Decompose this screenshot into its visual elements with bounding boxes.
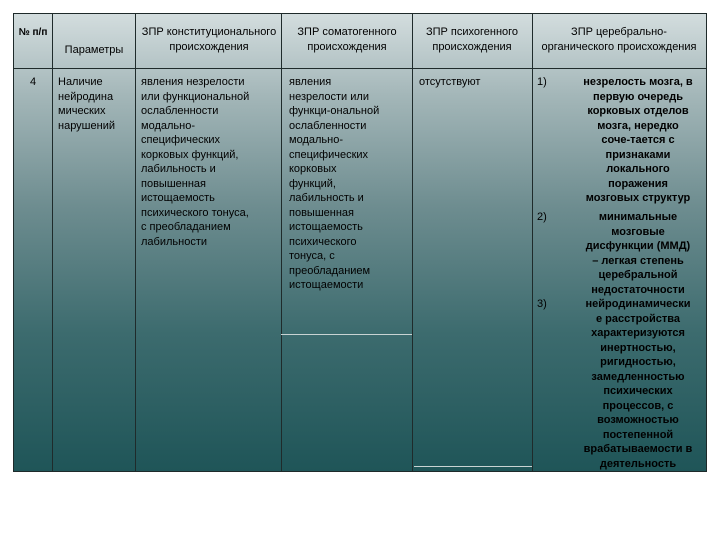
column-divider [281,14,282,471]
cerebral-line: е расстройства [595,312,681,325]
header-number: № п/п [18,27,48,38]
somatogenic-line: истощаемость [289,221,363,233]
cerebral-line: церебральной [598,269,678,281]
cerebral-line: недостаточности [591,283,685,296]
cerebral-line: инертностью, [600,341,676,354]
constitutional-line: модально- [141,119,195,132]
cerebral-item-2 [573,210,703,297]
cerebral-line: признаками [605,148,671,161]
constitutional-description [141,75,279,249]
cerebral-line: врабатываемости в [583,443,693,455]
cerebral-line: мозга, нередко [597,119,679,132]
cerebral-line: минимальные [598,211,678,223]
cerebral-line: ригидностью, [600,356,676,368]
header-cerebral: ЗПР церебрально-органического происхождения [541,26,697,53]
somatogenic-line: ослабленности [289,119,367,132]
list-marker: 2) [537,211,547,223]
row-number: 4 [29,76,37,88]
constitutional-line: корковых функций, [141,148,239,161]
cerebral-line: – легкая степень [592,254,684,267]
cerebral-line: постепенной [602,428,674,441]
somatogenic-line: истощаемости [289,279,364,291]
cerebral-item-1 [573,75,703,206]
cerebral-line: замедленностью [591,370,685,383]
constitutional-line: или функциональной [141,90,250,103]
parameter-line: Наличие [58,76,103,88]
column-divider [52,14,53,471]
constitutional-line: истощаемость [141,192,215,204]
psychogenic-description: отсутствуют [419,76,481,88]
list-marker: 1) [537,76,547,88]
cerebral-line: психических [603,385,673,397]
parameter-line: мических [58,105,106,117]
somatogenic-line: преобладанием [289,264,371,277]
somatogenic-line: функци-ональной [289,105,380,117]
somatogenic-line: психического [289,235,357,248]
cell-underline [281,334,412,335]
constitutional-line: психического тонуса, [141,206,249,219]
cerebral-line: возможностью [597,414,679,426]
parameter-line: нарушений [58,119,115,132]
somatogenic-line: повышенная [289,206,354,219]
somatogenic-description [289,75,411,293]
constitutional-line: специфических [141,134,221,146]
parameter-line: нейродина [58,90,114,103]
constitutional-line: лабильность и [141,163,216,175]
cerebral-line: мозговые [611,225,665,238]
constitutional-line: повышенная [141,177,206,190]
cerebral-line: деятельность [599,457,677,470]
constitutional-line: лабильности [141,235,208,248]
header-parameters: Параметры [64,44,124,56]
somatogenic-line: лабильность и [289,192,364,204]
cerebral-line: мозговых структур [585,192,691,204]
cerebral-line: первую очередь [592,90,684,103]
header-somatogenic: ЗПР соматогенного происхождения [297,26,397,53]
header-psychogenic: ЗПР психогенного происхождения [425,26,519,53]
constitutional-line: явления незрелости [141,76,245,88]
somatogenic-line: корковых [289,163,337,175]
cerebral-item-3 [573,297,703,471]
cerebral-line: корковых отделов [587,105,689,117]
cell-underline [414,466,532,467]
constitutional-line: ослабленности [141,105,219,117]
cerebral-line: поражения [608,177,668,190]
somatogenic-line: явления [289,76,332,88]
cerebral-line: нейродинамически [585,298,691,310]
list-marker: 3) [537,298,547,310]
cerebral-line: локального [606,163,670,175]
somatogenic-line: специфических [289,148,369,161]
comparison-table [13,13,707,472]
constitutional-line: с преобладанием [141,221,231,233]
somatogenic-line: незрелости или [289,90,369,103]
cerebral-line: процессов, с [602,399,674,412]
row-parameter [58,75,134,133]
header-divider [14,68,706,69]
column-divider [412,14,413,471]
header-constitutional: ЗПР конституционального происхождения [141,26,277,53]
somatogenic-line: функций, [289,177,336,190]
cerebral-line: незрелость мозга, в [583,76,693,88]
cerebral-line: характеризуются [591,327,685,339]
column-divider [135,14,136,471]
somatogenic-line: тонуса, с [289,250,335,262]
column-divider [532,14,533,471]
cerebral-line: дисфункции (ММД) [585,240,691,252]
cerebral-line: соче-тается с [601,134,675,146]
somatogenic-line: модально- [289,134,343,146]
